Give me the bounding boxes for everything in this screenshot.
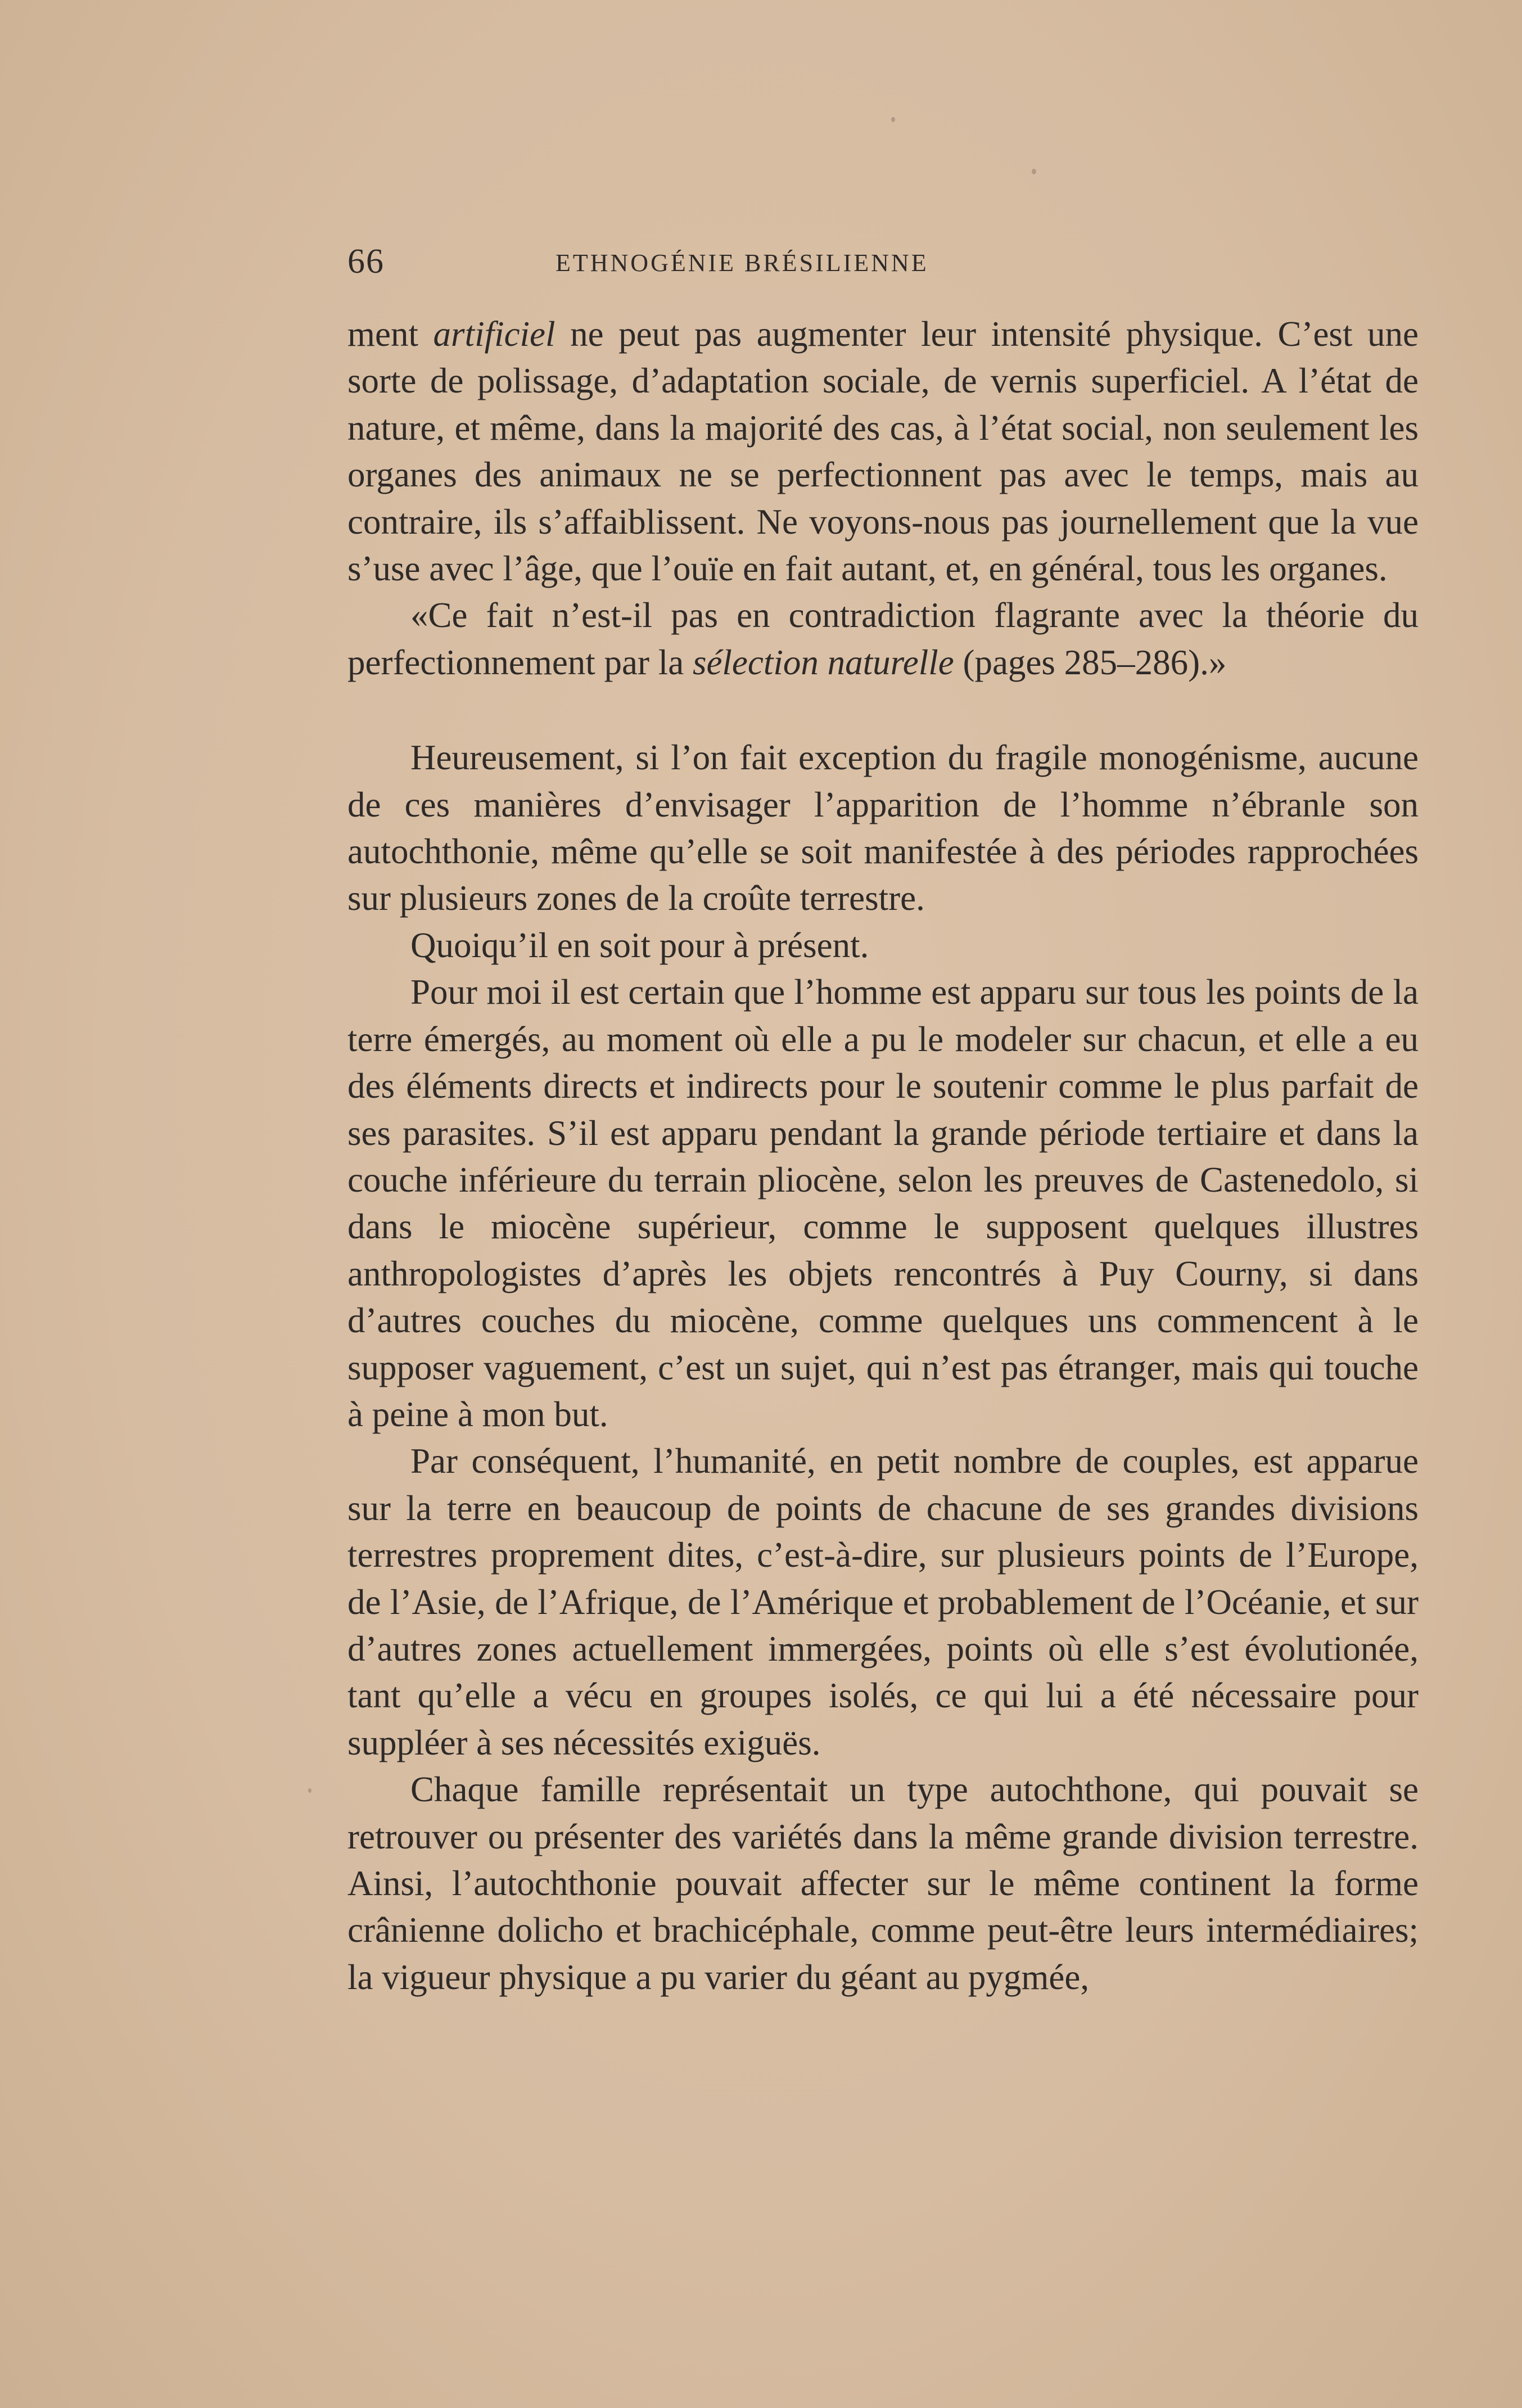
text-run: ne peut pas augmenter leur intensité physique. C’est une sorte de polissage, d’adaptation sociale, de vernis superficiel. A l’état de nature, et même, dans la majorité des cas, à l’état social, non seulement les organes des animaux ne se perfectionnent pas avec le temps, mais au contraire, ils s’affaiblissent. Ne voyons-nous pas journellement que la vue s’use avec l’âge, que l’ouïe en fait autant, et, en général, tous les organes. — [347, 314, 1419, 589]
page-number: 66 — [347, 242, 385, 281]
paper-speck — [308, 1788, 311, 1793]
paragraph — [347, 922, 1419, 969]
paper-speck — [1032, 169, 1036, 174]
text-run: ment — [347, 314, 433, 354]
text-run: Par conséquent, l’humanité, en petit nombre de couples, est apparue sur la terre en beaucoup de points de chacune de ses grandes divisions terrestres proprement dites, c’est-à-dire, sur plusieurs points de l’Europe, de l’Asie, de l’Afrique, de l’Amérique et probablement de l’Océanie, et sur d’autres zones actuellement immergées, points où elle s’est évolutionée, tant qu’elle a vécu en groupes isolés, ce qui lui a été nécessaire pour suppléer à ses nécessités exiguës. — [347, 1441, 1419, 1762]
text-run: «Ce fait n’est-il pas en contradiction flagrante avec la théorie du perfectionnement par la — [347, 596, 1419, 682]
paragraph — [347, 1766, 1419, 2001]
paragraph — [347, 311, 1419, 592]
italic-term: artificiel — [433, 314, 555, 354]
paragraph — [347, 1438, 1419, 1766]
text-run: (pages 285–286).» — [954, 642, 1227, 682]
paragraph — [347, 969, 1419, 1438]
body-text — [347, 311, 1419, 2001]
italic-term: sélection naturelle — [692, 642, 954, 682]
paragraph — [347, 592, 1419, 686]
text-run: Pour moi il est certain que l’homme est apparu sur tous les points de la terre émergés, au moment où elle a pu le modeler sur chacun, et elle a eu des éléments directs et indirects pour le soutenir comme le plus parfait de ses parasites. S’il est apparu pendant la grande période tertiaire et dans la couche inférieure du terrain pliocène, selon les preuves de Castenedolo, si dans le miocène supérieur, comme le supposent quelques illustres anthropologistes d’après les objets rencontrés à Puy Courny, si dans d’autres couches du miocène, comme quelques uns commencent à le supposer vaguement, c’est un sujet, qui n’est pas étranger, mais qui touche à peine à mon but. — [347, 972, 1419, 1434]
page-header — [347, 242, 1068, 287]
running-title: ETHNOGÉNIE BRÉSILIENNE — [555, 249, 929, 277]
paper-speck — [891, 117, 895, 122]
text-run: Quoiqu’il en soit pour à présent. — [410, 925, 869, 965]
text-run: Chaque famille représentait un type autochthone, qui pouvait se retrouver ou présenter des variétés dans la même grande division terrestre. Ainsi, l’autochthonie pouvait affecter sur le même continent la forme crânienne dolicho et brachicéphale, comme peut-être leurs intermédiaires; la vigueur physique a pu varier du géant au pygmée, — [347, 1770, 1419, 1997]
text-run: Heureusement, si l’on fait exception du fragile monogénisme, aucune de ces manières d’envisager l’apparition de l’homme n’ébranle son autochthonie, même qu’elle se soit manifestée à des périodes rapprochées sur plusieurs zones de la croûte terrestre. — [347, 738, 1419, 918]
paragraph — [347, 734, 1419, 922]
